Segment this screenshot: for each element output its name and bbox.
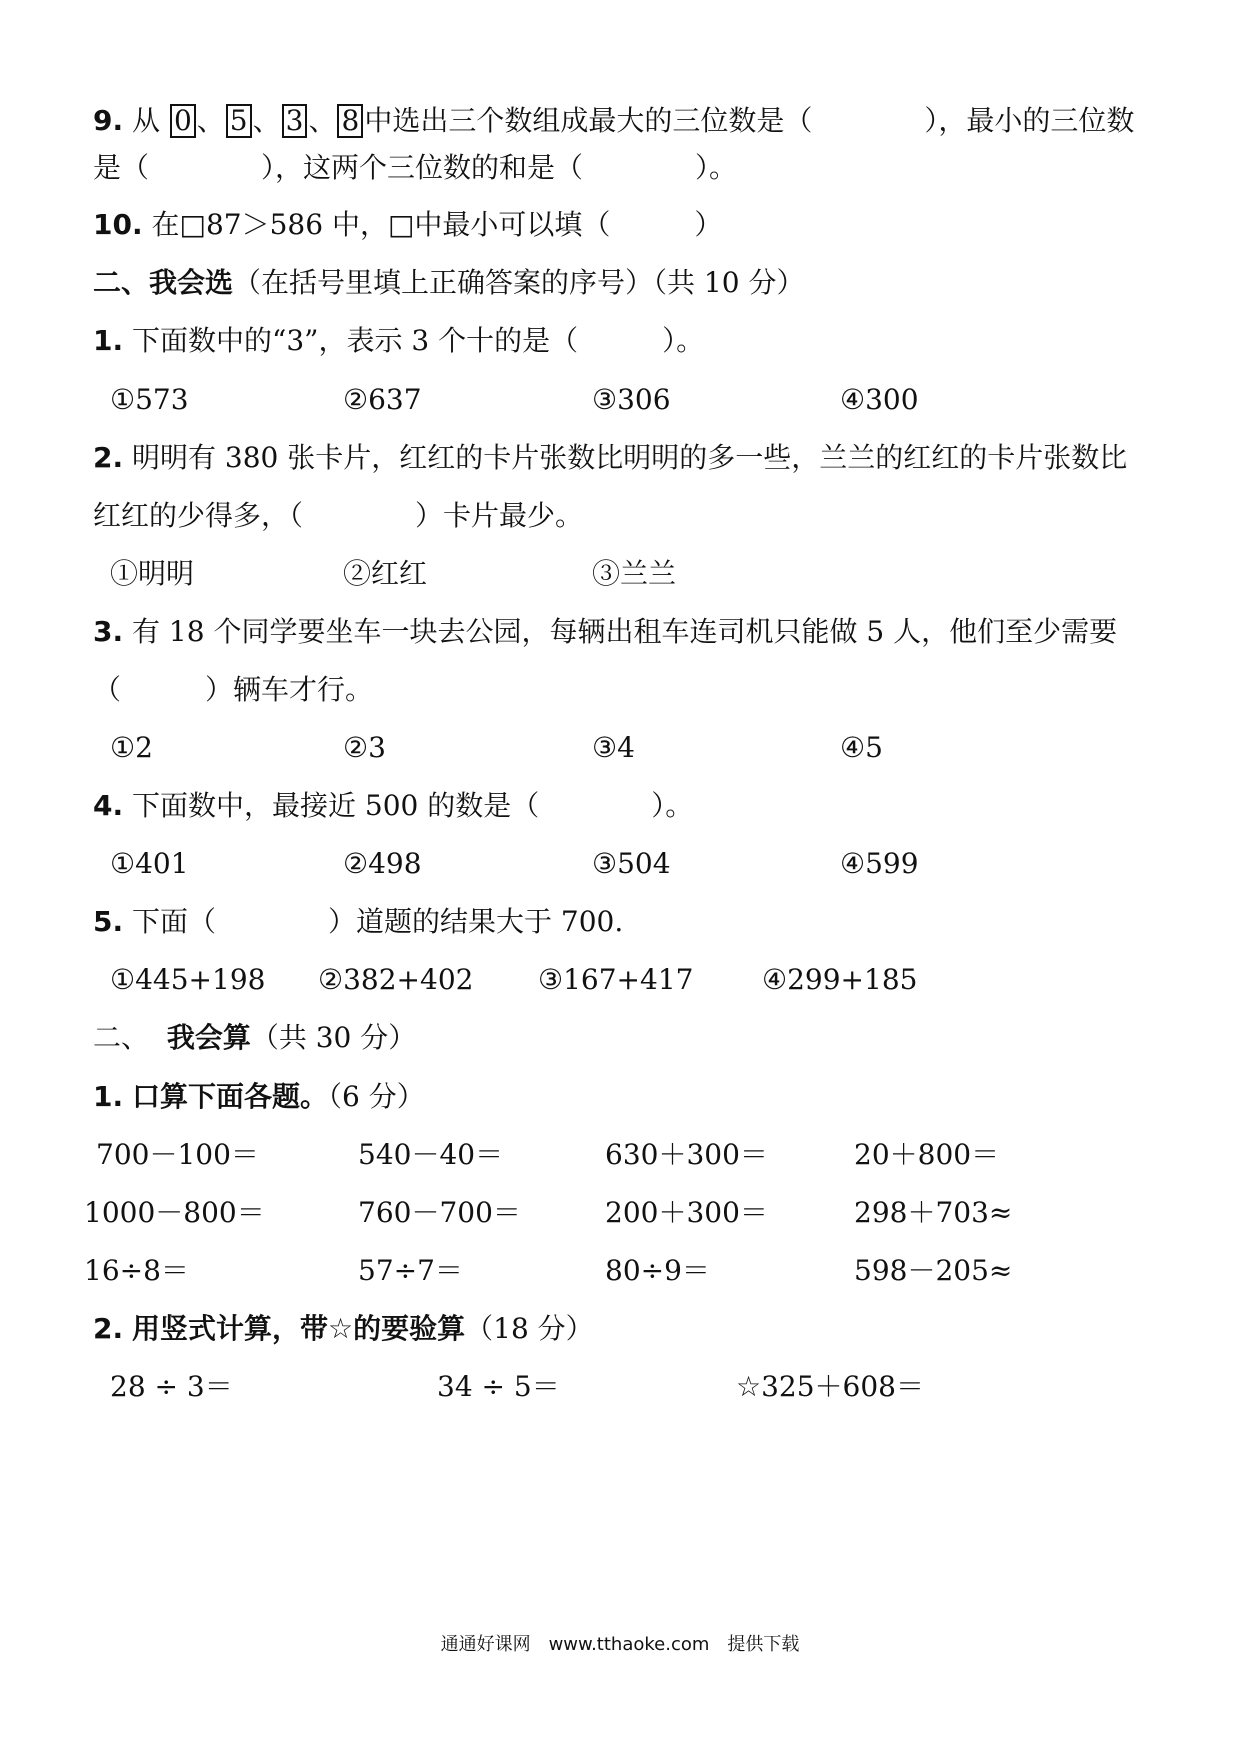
oral-calc-item: 57÷7＝ [358, 1254, 463, 1287]
oral-calc-item: 630＋300＝ [605, 1138, 768, 1171]
digit-box-3: 3 [282, 104, 308, 138]
q10-line [93, 205, 722, 245]
calc-sub1-label: 口算下面各题。 [132, 1080, 329, 1113]
choice-q1-number: 1. [93, 324, 124, 357]
choice-q1-option-4: ④300 [840, 383, 919, 416]
q9-pre: 从 [132, 104, 161, 137]
calc-section-heading [93, 1018, 416, 1058]
choice-q3-text: 有 18 个同学要坐车一块去公园，每辆出租车连司机只能做 5 人，他们至少需要 [132, 615, 1118, 648]
choice-q1-text: 下面数中的“3”，表示 3 个十的是（ ）。 [132, 324, 705, 357]
choice-q1-option-1: ①573 [110, 383, 189, 416]
digit-box-8: 8 [337, 104, 363, 138]
oral-calc-item: 760－700＝ [358, 1196, 521, 1229]
choice-q5-number: 5. [93, 905, 124, 938]
vertical-calc-item: 34 ÷ 5＝ [437, 1370, 560, 1403]
choice-q5-option-2: ②382+402 [318, 963, 474, 996]
choice-q5-text: 下面（ ）道题的结果大于 700. [132, 905, 624, 938]
choice-q2-number: 2. [93, 441, 124, 474]
q10-text: 在□87＞586 中，□中最小可以填（ ） [151, 208, 723, 241]
calc-sub1-heading [93, 1077, 425, 1117]
choice-q5-option-3: ③167+417 [538, 963, 694, 996]
q10-number: 10. [93, 208, 143, 241]
oral-calc-item: 700－100＝ [96, 1138, 259, 1171]
choice-q2-option-2: ②红红 [343, 557, 428, 590]
calc-sub1-number: 1. [93, 1080, 124, 1113]
oral-calc-item: 20＋800＝ [854, 1138, 1000, 1171]
choice-q3-option-3: ③4 [592, 731, 635, 764]
oral-calc-item: 540－40＝ [358, 1138, 504, 1171]
oral-calc-item: 1000－800＝ [84, 1196, 265, 1229]
choice-q4-option-3: ③504 [592, 847, 671, 880]
choice-q2-option-3: ③兰兰 [592, 557, 677, 590]
calc-heading-note: （共 30 分） [250, 1021, 417, 1054]
separator: 、 [196, 104, 225, 137]
digit-box-5: 5 [226, 104, 252, 138]
choice-q4-option-2: ②498 [343, 847, 422, 880]
calc-heading-number: 二、 [93, 1021, 150, 1054]
calc-sub2-heading [93, 1309, 594, 1349]
choice-q4-option-1: ①401 [110, 847, 189, 880]
choice-q4-text: 下面数中，最接近 500 的数是（ ）。 [132, 789, 694, 822]
vertical-calc-item: ☆325＋608＝ [736, 1370, 924, 1403]
separator: 、 [308, 104, 337, 137]
calc-sub2-label: 用竖式计算，带☆的要验算 [132, 1312, 466, 1345]
q9-line2: 是（ ），这两个三位数的和是（ ）。 [93, 151, 738, 184]
choice-q3-line2: （ ）辆车才行。 [93, 673, 374, 706]
choice-section-heading [93, 263, 804, 303]
footer-source: 通通好课网 www.tthaoke.com 提供下载 [440, 1634, 800, 1655]
choice-heading-title: 二、我会选 [93, 266, 234, 299]
choice-q5-option-1: ①445+198 [110, 963, 266, 996]
choice-q4-option-4: ④599 [840, 847, 919, 880]
choice-heading-note: （在括号里填上正确答案的序号）（共 10 分） [233, 266, 805, 299]
choice-q2-text: 明明有 380 张卡片，红红的卡片张数比明明的多一些，兰兰的红红的卡片张数比 [132, 441, 1128, 474]
digit-box-0: 0 [170, 104, 196, 138]
choice-q5 [93, 902, 623, 942]
choice-q1 [93, 321, 704, 361]
choice-q1-option-2: ②637 [343, 383, 422, 416]
choice-q1-option-3: ③306 [592, 383, 671, 416]
oral-calc-item: 16÷8＝ [84, 1254, 189, 1287]
q9-number: 9. [93, 104, 124, 137]
calc-sub2-note: （18 分） [465, 1312, 594, 1345]
oral-calc-item: 298＋703≈ [854, 1196, 1013, 1229]
oral-calc-item: 200＋300＝ [605, 1196, 768, 1229]
calc-heading-title: 我会算 [166, 1021, 251, 1054]
choice-q4-number: 4. [93, 789, 124, 822]
oral-calc-item: 598－205≈ [854, 1254, 1013, 1287]
choice-q3-number: 3. [93, 615, 124, 648]
choice-q2-option-1: ①明明 [110, 557, 195, 590]
choice-q3-option-2: ②3 [343, 731, 386, 764]
choice-q5-option-4: ④299+185 [762, 963, 918, 996]
choice-q4 [93, 786, 693, 826]
choice-q2-line1 [93, 438, 1127, 478]
choice-q3-option-4: ④5 [840, 731, 883, 764]
q9-mid-text: 中选出三个数组成最大的三位数是（ ），最小的三位数 [364, 104, 1135, 137]
calc-sub1-note: （6 分） [328, 1080, 425, 1113]
q9-line1 [93, 101, 1134, 141]
vertical-calc-item: 28 ÷ 3＝ [110, 1370, 233, 1403]
separator: 、 [252, 104, 281, 137]
choice-q3-line1 [93, 612, 1117, 652]
choice-q2-line2: 红红的少得多，（ ）卡片最少。 [93, 499, 584, 532]
choice-q3-option-1: ①2 [110, 731, 153, 764]
oral-calc-item: 80÷9＝ [605, 1254, 710, 1287]
calc-sub2-number: 2. [93, 1312, 124, 1345]
